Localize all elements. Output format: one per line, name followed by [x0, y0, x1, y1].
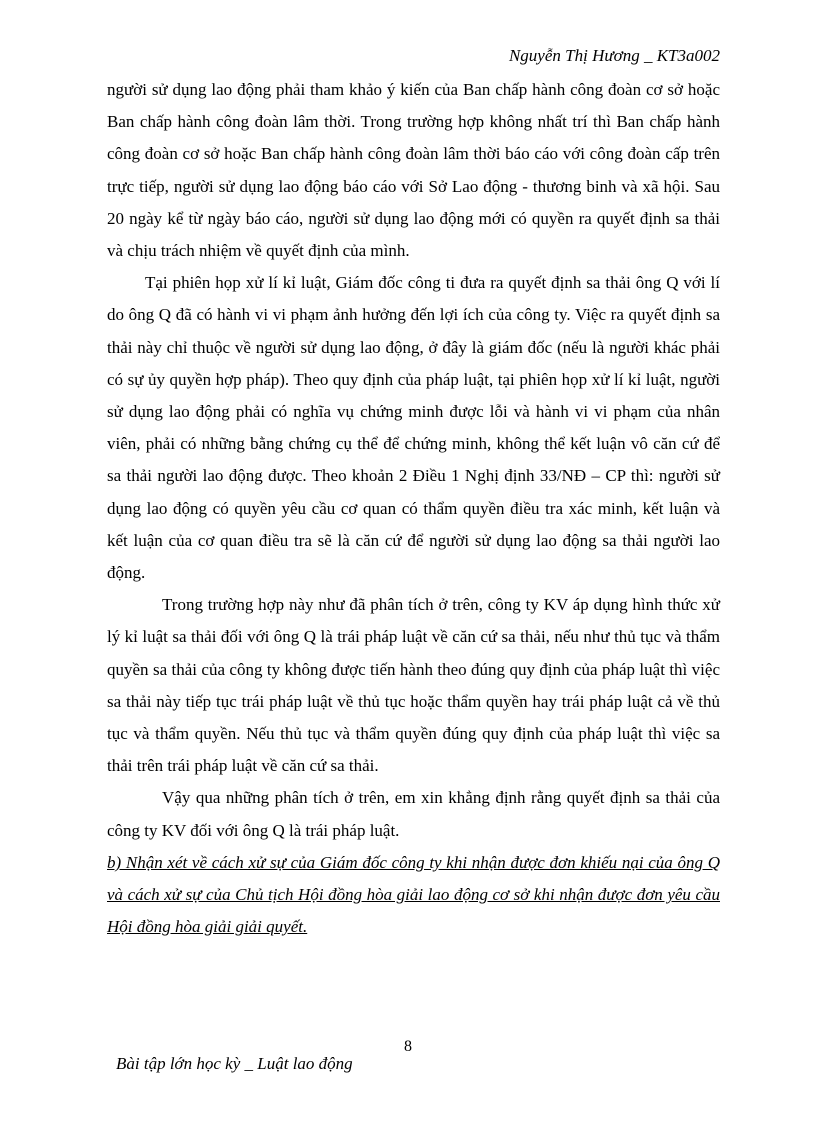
document-body	[107, 74, 720, 943]
paragraph-continuation: người sử dụng lao động phải tham khảo ý kiến của Ban chấp hành công đoàn cơ sở hoặc Ban chấp hành công đoàn lâm thời. Trong trường hợp không nhất trí thì Ban chấp hành công đoàn cơ sở hoặc Ban chấp hành công đoàn lâm thời báo cáo với công đoàn cấp trên trực tiếp, người sử dụng lao động báo cáo với Sở Lao động - thương binh và xã hội. Sau 20 ngày kể từ ngày báo cáo, người sử dụng lao động mới có quyền ra quyết định sa thải và chịu trách nhiệm về quyết định của mình.	[107, 80, 720, 261]
page-header-author: Nguyễn Thị Hương _ KT3a002	[508, 46, 720, 65]
paragraph-conclusion: Vậy qua những phân tích ở trên, em xin khẳng định rằng quyết định sa thải của công ty KV đối với ông Q là trái pháp luật.	[107, 788, 720, 840]
paragraph-analysis: Trong trường hợp này như đã phân tích ở trên, công ty KV áp dụng hình thức xử lý kỉ luật sa thải đối với ông Q là trái pháp luật về căn cứ sa thải, nếu như thủ tục và thẩm quyền sa thải của công ty không được tiến hành theo đúng quy định của pháp luật thì việc sa thải này tiếp tục trái pháp luật về thủ tục hoặc thẩm quyền hay trái pháp luật cả về thủ tục và thẩm quyền. Nếu thủ tục và thẩm quyền đúng quy định của pháp luật thì việc sa thải trên trái pháp luật về căn cứ sa thải.	[107, 595, 720, 776]
page-number: 8	[404, 1038, 412, 1055]
paragraph-disciplinary-meeting: Tại phiên họp xử lí kỉ luật, Giám đốc công ti đưa ra quyết định sa thải ông Q với lí do ông Q đã có hành vi vi phạm ảnh hưởng đến lợi ích của công ty. Việc ra quyết định sa thải này chỉ thuộc về người sử dụng lao động, ở đây là giám đốc (nếu là người khác phải có sự ủy quyền hợp pháp). Theo quy định của pháp luật, tại phiên họp xử lí kỉ luật, người sử dụng lao động phải có nghĩa vụ chứng minh được lỗi và hành vi vi phạm của nhân viên, phải có những bằng chứng cụ thể để chứng minh, không thể kết luận vô căn cứ để sa thải người lao động được. Theo khoản 2 Điều 1 Nghị định 33/NĐ – CP thì: người sử dụng lao động có quyền yêu cầu cơ quan có thẩm quyền điều tra xác minh, kết luận và kết luận của cơ quan điều tra sẽ là căn cứ để người sử dụng lao động sa thải người lao động.	[107, 273, 720, 583]
page-footer-course: Bài tập lớn học kỳ _ Luật lao động	[116, 1054, 353, 1073]
section-subheading-b: b) Nhận xét về cách xử sự của Giám đốc công ty khi nhận được đơn khiếu nại của ông Q và cách xử sự của Chủ tịch Hội đồng hòa giải lao động cơ sở khi nhận được đơn yêu cầu Hội đồng hòa giải giải quyết.	[107, 852, 720, 937]
